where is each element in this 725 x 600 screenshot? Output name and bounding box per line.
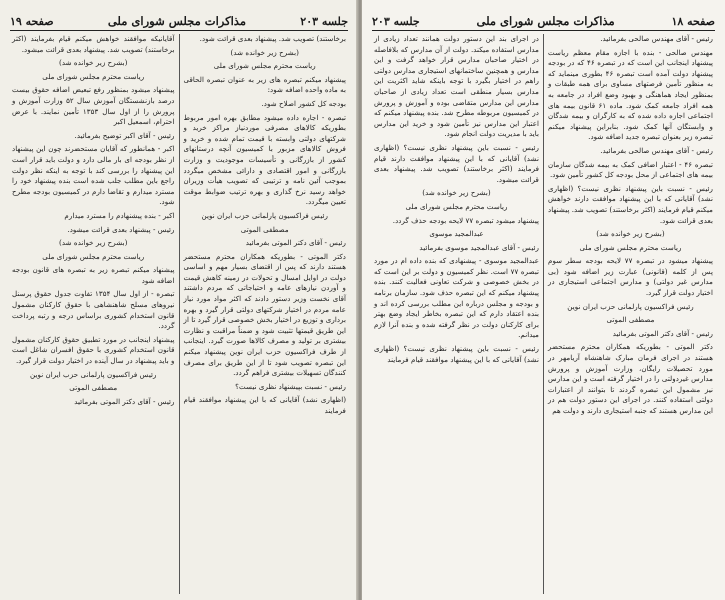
page-18 <box>362 0 725 600</box>
paragraph: ریاست محترم مجلس شورای ملی <box>42 71 145 81</box>
paragraph: تبصره - اجاره داده میشود مطابق بهره امور مربوط بطوریکه کالاهای مصرفی موردنیاز مراکز خرید و شرکتهای دولتی وابسته با قیمت تمام شده و خرید و فروش کالاهای مزبور با کمیسیون آنچه درستانهای کشور از بازرگانی و تأسیسات موجودیت و وزارت بازرگانی و امور اقتصادی و دارائی مشخص میگردد بموجب آئین نامه و ترتیبی که تصویب هیأت وزیران خواهد رسید نرخ گذاری و بهره ترتیب ضوابط موقت تعیین میگردد. <box>183 112 346 207</box>
page-header-left <box>10 8 348 31</box>
text-columns <box>8 34 350 594</box>
paragraph: رئیس - آقای اکبر توضیح بفرمائید. <box>74 130 175 140</box>
page-number: صفحه ۱۹ <box>10 15 54 28</box>
paragraph: در اجرای بند این دستور دولت همانند تعداد زیادی از مدارس استفاده میکند. دولت از آن مدارس که بلافاصله در اختیار صاحبان مدارس قرار خواهد گرفت و این مدارس و همچنین ساختمانهای استیجاری مدارس دولتی راهم در اختیار بگیرد با توجه باینکه شاید اکثریت این مدارس بسیار منطقی است تعداد زیادی از صاحبان مدارس این مدارس متقاضی بوده و آموزش و پرورش در کمیسیون مربوطه مطرح شد. بنده پیشنهاد میکنم که اعتبار این مدارس نیز تأمین شود و خرید این مدارس باید با مدیریت دولت انجام شود. <box>374 34 539 139</box>
running-title: مذاکرات مجلس شورای ملی <box>107 14 247 28</box>
paragraph: ریاست محترم مجلس شورای ملی <box>579 242 682 252</box>
paragraph: مصطفی الموتی <box>69 383 118 393</box>
paragraph: رئیس - نسبت باین پیشنهاد نظری نیست؟ (اظهاری نشد) آقایانی که با این پیشنهاد موافقت دارند قیام فرمایند (اکثر برخاستند) تصویب شد. پیشنهاد بعدی قرائت میشود. <box>374 142 539 184</box>
paragraph: رئیس - آقای مهندس صالحی بفرمائید. <box>600 34 713 43</box>
session-number: جلسه ۲۰۳ <box>372 15 420 28</box>
paragraph: برخاستند) تصویب شد. پیشنهاد بعدی قرائت شود. <box>199 34 346 43</box>
paragraph: (بشرح زیر خوانده شد) <box>59 58 128 68</box>
paragraph: دکتر الموتی - بطوریکه همکاران محترم مستحضر هستند دارند که پس از اقتضای بسیار مهم و اساسی دولت در اوایل امسال و تحولات در زمینه کاهش قیمت و آوردن نیازهای عامه و احتیاجاتی که مردم داشتند آقای نخست وزیر دستور دادند که اکثر مواد مورد نیاز عامه مردم در اختیار شرکتهای دولتی قرار گیرد و بهره برداری و توزیع در اختیار بخش خصوصی قرار گیرد تا از این طریق قیمتها تثبیت شود و ضمناً مراقبت و نظارت بیشتری بر تولید و مصرف کالاها صورت گیرد. اینجانب از طرف فراکسیون حزب ایران نوین پیشنهاد میکنم این تبصره تصویب شود تا از این طریق برای مصرف کنندگان تسهیلات بیشتری فراهم گردد. <box>183 251 346 378</box>
paragraph: مصطفی الموتی <box>606 315 655 325</box>
paragraph: بودجه کل کشور اصلاح شود. <box>261 98 346 108</box>
paragraph: رئیس - پیشنهاد بعدی قرائت میشود. <box>67 224 175 234</box>
paragraph: رئیس - آقای مهندس صالحی بفرمائید. <box>600 145 713 155</box>
paragraph: عبدالمجید موسوی - پیشنهادی که بنده داده ام در مورد تبصره ۷۷ است. نظر کمیسیون و دولت بر این است که در بخش خصوصی و شرکت تعاونی فعالیت کنند. بنده پیشنهاد میکنم که این تبصره حذف شود. سازمان برنامه و بودجه و مجلس درباره این مطلب بررسی کرده اند و بنده اعتقاد دارم که این تبصره بخاطر ایجاد وضع بهتر برای کارکنان دولت در نظر گرفته شده و بنده آنرا لازم میدانم. <box>374 256 539 340</box>
page-header-right <box>372 8 715 31</box>
paragraph: پیشنهاد میشود تبصره ۷۷ لایحه بودجه حذف گردد. <box>392 215 539 225</box>
paragraph: دکتر الموتی - بطوریکه همکاران محترم مستحضر هستند در اجرای فرمان مبارک شاهنشاه آریامهر در مورد تحصیلات رایگان، وزارت آموزش و پرورش مدارس غیردولتی را در اختیار گرفته است و این مدارس نیز مشمول این تبصره گردند تا بتوانند از اعتبارات دولتی استفاده کنند. در اجرای این دستور دولت هم در این مدارس هستند که جنبه استیجاری دارند و دولت هم <box>548 342 713 415</box>
paragraph: رئیس - آقای دکتر الموتی بفرمائید <box>74 396 175 406</box>
paragraph: پیشنهاد میکنم تبصره های زیر به عنوان تبصره الحاقی به ماده واحده اضافه شود: <box>183 74 346 95</box>
paragraph: رئیس - آقای عبدالمجید موسوی بفرمائید <box>419 242 539 252</box>
paragraph: مصطفی الموتی <box>240 224 289 234</box>
paragraph: پیشنهاد اینجانب در مورد تطبیق حقوق کارکنان مشمول قانون استخدام کشوری با حقوق افسران شاغل است و باید پیشنهاد در سال آینده در اختیار دولت قرار گیرد. <box>12 334 175 366</box>
column-right <box>544 34 717 594</box>
paragraph: رئیس فراکسیون پارلمانی حزب ایران نوین <box>30 369 157 379</box>
running-title: مذاکرات مجلس شورای ملی <box>476 14 615 28</box>
paragraph: (بشرح زیر خوانده شد) <box>596 229 665 239</box>
paragraph: (بشرح زیر خوانده شد) <box>230 47 299 57</box>
paragraph: تبصره - از اول سال ۱۳۵۴ تفاوت جدول حقوق پرسنل نیروهای مسلح شاهنشاهی با حقوق کارکنان مشمول قانون استخدام کشوری براساس درجه و رتبه پرداخت گردد. <box>12 289 175 331</box>
paragraph: رئیس - نسبت بپیشنهاد نظری نیست؟ <box>235 381 346 391</box>
paragraph: مهندس صالحی - بنده با اجازه مقام معظم ریاست پیشنهاد اینجانب این است که در تبصره ۴۶ که در بودجه پیشنهاد دولت آمده است تبصره ۴۶ بطوری مینماید که به منظور تأمین فرصتهای مساوی برای همه طبقات و بمنظور ایجاد هماهنگی و بهبود وضع افراد در جامعه به همه افراد جامعه کمک شود. ماده ۶۱ قانون بیمه های اجتماعی اجازه داده شده که به کارگران و بیمه شدگان و وابستگان آنها کمک شود. بنابراین پیشنهاد میکنم تبصره زیر بعنوان تبصره جدید اضافه شود. <box>548 47 713 142</box>
page-19 <box>0 0 358 600</box>
paragraph: پیشنهاد میشود در تبصره ۷۷ لایحه بودجه سطر سوم پس از کلمه (قانونی) عبارت زیر اضافه شود (بی مدارس غیر دولتی) و مدارس اجتماعی استیجاری در اختیار دولت قرار گیرد. <box>548 256 713 298</box>
paragraph: ریاست محترم مجلس شورای ملی <box>405 201 508 211</box>
paragraph: رئیس فراکسیون پارلمانی حزب ایران نوین <box>201 210 328 220</box>
paragraph: رئیس - آقای دکتر الموتی بفرمائید <box>245 238 346 248</box>
paragraph: عبدالمجید موسوی <box>429 229 484 239</box>
column-left <box>8 34 180 594</box>
paragraph: (بشرح زیر خوانده شد) <box>422 188 491 198</box>
paragraph: ریاست محترم مجلس شورای ملی <box>213 61 316 71</box>
column-left <box>370 34 544 594</box>
column-right <box>180 34 351 594</box>
paragraph: پیشنهاد میشود بمنظور رفع تبعیض اضافه حقوق بیست درصد بازنشستگان آموزش سال ۵۲ وزارت آموزش و پرورش را از اول سال ۱۳۵۳ تأمین نمایند. با عرض احترام، اسمعیل اکبر <box>12 85 175 127</box>
paragraph: تبصره ۴۶ - اعتبار اضافی کمک به بیمه شدگان سازمان بیمه های اجتماعی از محل بودجه کل کشور تأمین شود. <box>548 159 714 180</box>
paragraph: ریاست محترم مجلس شورای ملی <box>42 251 145 261</box>
paragraph: اکبر - بنده پیشنهادم را مسترد میدارم <box>64 210 175 220</box>
page-number: صفحه ۱۸ <box>671 15 715 28</box>
text-columns <box>370 34 717 594</box>
paragraph: پیشنهاد میکنم تبصره زیر به تبصره های قانون بودجه اضافه شود <box>12 265 175 285</box>
paragraph: رئیس - آقای دکتر الموتی بفرمائید <box>612 328 713 338</box>
paragraph: رئیس - نسبت باین پیشنهاد نظری نیست؟ (اظهاری نشد) آقایانی که با این پیشنهاد موافقند قیام فرمایند <box>374 344 539 364</box>
paragraph: آقایانیکه موافقند خواهش میکنم قیام بفرمایند (اکثر برخاستند) تصویب شد. پیشنهاد بعدی قرائت میشود. <box>12 34 175 54</box>
paragraph: رئیس فراکسیون پارلمانی حزب ایران نوین <box>567 301 694 311</box>
paragraph: (اظهاری نشد) آقایانی که با این پیشنهاد موافقند قیام فرمایند <box>183 395 346 415</box>
paragraph: اکبر - همانطور که آقایان مستحضرند چون این پیشنهاد از نظر بودجه ای بار مالی دارد و دولت باید قرار است این پیشنهاد را بررسی کند با توجه به اینکه نظر دولت راجع باین مطلب جلب شده است بنده پیشنهاد خود را مسترد میدارم و تقاضا دارم در کمیسیون بودجه مطرح شود. <box>12 144 175 207</box>
session-number: جلسه ۲۰۳ <box>300 15 348 28</box>
paragraph: (بشرح زیر خوانده شد) <box>59 238 128 248</box>
paragraph: رئیس - نسبت باین پیشنهاد نظری نیست؟ (اظهاری نشد) آقایانی که با این پیشنهاد موافقت دارند خواهش میکنم قیام فرمایند (اکثر برخاستند) تصویب شد. پیشنهاد بعدی قرائت شود. <box>548 183 713 225</box>
